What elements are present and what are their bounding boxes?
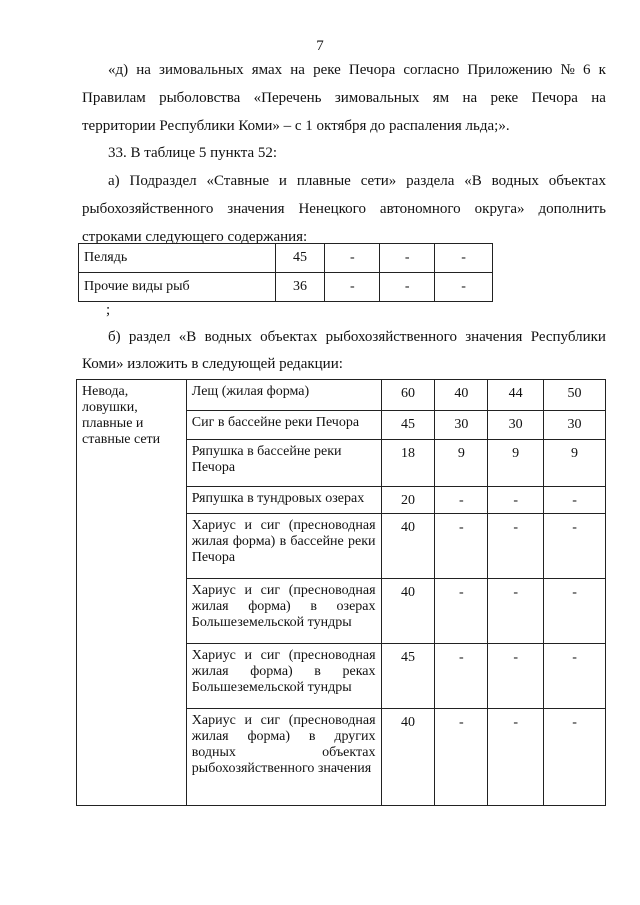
value-cell: - [488, 579, 544, 644]
value-cell: 40 [381, 709, 435, 806]
para-b-line-2: Коми» изложить в следующей редакции: [82, 356, 343, 372]
species-cell: Сиг в бассейне реки Печора [186, 411, 381, 440]
value-cell: - [488, 487, 544, 514]
value-cell: - [544, 487, 606, 514]
value-cell: - [544, 709, 606, 806]
value-cell: - [435, 579, 488, 644]
value-cell: - [435, 709, 488, 806]
value-cell: - [325, 244, 380, 273]
species-cell: Ряпушка в тундровых озерах [186, 487, 381, 514]
value-cell: 40 [435, 380, 488, 411]
value-cell: 30 [488, 411, 544, 440]
species-cell: Хариус и сиг (пресноводная жилая форма) в озерах Большеземельской тундры [186, 579, 381, 644]
value-cell: 9 [488, 440, 544, 487]
gear-type-cell: Невода, ловушки, плавные и ставные сети [77, 380, 187, 806]
value-cell: - [380, 273, 435, 302]
species-cell: Ряпушка в бассейне реки Печора [186, 440, 381, 487]
page-number: 7 [316, 38, 324, 54]
table-komi-section [76, 379, 606, 806]
table-row [77, 380, 606, 411]
species-cell: Прочие виды рыб [79, 273, 276, 302]
value-cell: 45 [381, 644, 435, 709]
para-d-line-1: «д) на зимовальных ямах на реке Печора согласно Приложению № 6 к [108, 62, 606, 78]
value-cell: - [488, 514, 544, 579]
value-cell: 45 [381, 411, 435, 440]
para-b-line-1: б) раздел «В водных объектах рыбохозяйственного значения Республики [108, 329, 606, 345]
value-cell: - [435, 273, 493, 302]
species-cell: Пелядь [79, 244, 276, 273]
value-cell: - [435, 487, 488, 514]
value-cell: - [380, 244, 435, 273]
para-d-line-2: Правилам рыболовства «Перечень зимовальных ям на реке Печора на [82, 90, 606, 106]
value-cell: - [488, 644, 544, 709]
value-cell: - [435, 514, 488, 579]
value-cell: - [435, 644, 488, 709]
value-cell: - [544, 514, 606, 579]
table-row [79, 244, 493, 273]
para-a-line-3: строками следующего содержания: [82, 229, 308, 245]
value-cell: - [544, 644, 606, 709]
semicolon: ; [106, 302, 111, 318]
value-cell: - [325, 273, 380, 302]
para-a-line-2: рыбохозяйственного значения Ненецкого автономного округа» дополнить [82, 201, 606, 217]
value-cell: 50 [544, 380, 606, 411]
value-cell: - [435, 244, 493, 273]
species-cell: Хариус и сиг (пресноводная жилая форма) в реках Большеземельской тундры [186, 644, 381, 709]
value-cell: 36 [275, 273, 325, 302]
value-cell: - [544, 579, 606, 644]
value-cell: 45 [275, 244, 325, 273]
value-cell: - [488, 709, 544, 806]
value-cell: 20 [381, 487, 435, 514]
para-a-line-1: а) Подраздел «Ставные и плавные сети» раздела «В водных объектах [108, 173, 606, 189]
table-nenets-additions [78, 243, 493, 302]
species-cell: Хариус и сиг (пресноводная жилая форма) в бассейне реки Печора [186, 514, 381, 579]
species-cell: Хариус и сиг (пресноводная жилая форма) в других водных объектах рыбохозяйственного значения [186, 709, 381, 806]
value-cell: 40 [381, 579, 435, 644]
value-cell: 44 [488, 380, 544, 411]
species-cell: Лещ (жилая форма) [186, 380, 381, 411]
value-cell: 40 [381, 514, 435, 579]
value-cell: 30 [544, 411, 606, 440]
table-row [79, 273, 493, 302]
value-cell: 30 [435, 411, 488, 440]
value-cell: 60 [381, 380, 435, 411]
para-d-line-3: территории Республики Коми» – с 1 октября до распаления льда;». [82, 118, 510, 134]
value-cell: 18 [381, 440, 435, 487]
value-cell: 9 [435, 440, 488, 487]
item-33-heading: 33. В таблице 5 пункта 52: [108, 145, 278, 161]
value-cell: 9 [544, 440, 606, 487]
